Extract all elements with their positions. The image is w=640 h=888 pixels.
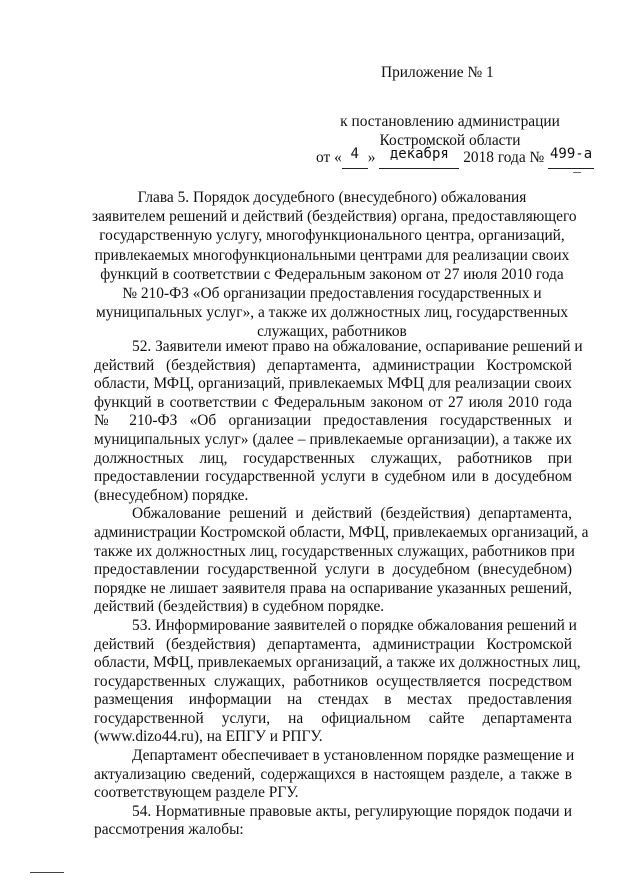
appendix-title: Приложение № 1 bbox=[381, 64, 494, 81]
chapter-line: привлекаемых многофункциональными центрами для реализации своих bbox=[94, 246, 570, 264]
paragraph-department-line: Департамент обеспечивает в установленном порядке размещение и bbox=[132, 747, 575, 765]
chapter-line: заявителем решений и действий (бездействия) органа, предоставляющего bbox=[92, 208, 577, 226]
paragraph-52-line: № 210-ФЗ «Об организации предоставления государственных и bbox=[94, 412, 572, 430]
paragraph-appeal-line: порядке не лишает заявителя права на оспаривание указанных решений, bbox=[94, 579, 572, 597]
paragraph-52-line: предоставлении государственной услуги в судебном или в досудебном bbox=[94, 468, 572, 486]
decree-line-2: Костромской области bbox=[379, 132, 521, 149]
chapter-line: служащих, работников bbox=[257, 323, 407, 341]
paragraph-53-line: действий (бездействия) департамента, администрации Костромской bbox=[94, 635, 572, 653]
decree-date-line bbox=[316, 148, 616, 169]
paragraph-53-line: (www.dizo44.ru), на ЕПГУ и РПГУ. bbox=[94, 728, 323, 746]
paragraph-appeal-line: Обжалование решений и действий (бездействия) департамента, bbox=[132, 505, 572, 523]
paragraph-appeal-line: администрации Костромской области, МФЦ, привлекаемых организаций, а bbox=[94, 523, 589, 541]
paragraph-appeal-line: предоставлении государственной услуги в досудебном (внесудебном) bbox=[94, 561, 572, 579]
paragraph-54-line: 54. Нормативные правовые акты, регулирующие порядок подачи и bbox=[132, 802, 572, 820]
paragraph-52-line: действий (бездействия) департамента, администрации Костромской bbox=[94, 356, 572, 374]
stray-mark bbox=[573, 172, 581, 173]
decree-number: 499-а bbox=[549, 146, 593, 162]
chapter-line: функций в соответствии с Федеральным законом от 27 июля 2010 года bbox=[100, 265, 564, 283]
paragraph-52-line: должностных лиц, государственных служащих, работников при bbox=[94, 449, 572, 467]
paragraph-53-line: государственной услуги, на официальном сайте департамента bbox=[94, 709, 572, 727]
paragraph-appeal-line: действий (бездействия) в судебном порядке. bbox=[94, 598, 385, 616]
paragraph-52-line: муниципальных услуг» (далее – привлекаемые организации), а также их bbox=[94, 430, 572, 448]
scan-mark bbox=[30, 872, 64, 873]
paragraph-appeal-line: также их должностных лиц, государственных служащих, работников при bbox=[94, 542, 575, 560]
paragraph-52-line: функций в соответствии с Федеральным законом от 27 июля 2010 года bbox=[94, 393, 572, 411]
paragraph-department-line: актуализацию сведений, содержащихся в настоящем разделе, а также в bbox=[94, 765, 572, 783]
decree-day: 4 bbox=[350, 146, 359, 162]
paragraph-53-line: 53. Информирование заявителей о порядке обжалования решений и bbox=[132, 616, 577, 634]
decree-reference bbox=[320, 112, 580, 150]
decree-line-1: к постановлению администрации bbox=[340, 113, 560, 130]
chapter-line: Глава 5. Порядок досудебного (внесудебного) обжалования bbox=[137, 189, 527, 206]
body-text bbox=[94, 338, 589, 840]
paragraph-54-line: рассмотрения жалобы: bbox=[94, 821, 244, 839]
paragraph-52-line: 52. Заявители имеют право на обжалование, оспаривание решений и bbox=[132, 338, 583, 355]
decree-date-mid: » bbox=[367, 149, 376, 166]
chapter-line: муниципальных услуг», а также их должностных лиц, государственных bbox=[95, 304, 569, 322]
chapter-line: № 210-ФЗ «Об организации предоставления государственных и bbox=[122, 285, 542, 303]
paragraph-53-line: области, МФЦ, привлекаемых организаций, а также их должностных лиц, bbox=[94, 654, 581, 672]
decree-month: декабря bbox=[389, 146, 449, 162]
paragraph-department-line: соответствующем разделе РГУ. bbox=[94, 784, 299, 802]
paragraph-52-line: области, МФЦ, организаций, привлекаемых МФЦ для реализации своих bbox=[94, 375, 572, 393]
paragraph-53-line: размещения информации на стендах в местах предоставления bbox=[94, 691, 572, 709]
paragraph-53-line: государственных служащих, работников осуществляется посредством bbox=[94, 672, 572, 690]
chapter-line: государственную услугу, многофункционального центра, организаций, bbox=[99, 227, 565, 245]
chapter-heading bbox=[92, 188, 577, 342]
decree-date-prefix: от « bbox=[316, 149, 342, 166]
decree-year: 2018 года № bbox=[463, 149, 545, 166]
paragraph-52-line: (внесудебном) порядке. bbox=[94, 486, 249, 504]
